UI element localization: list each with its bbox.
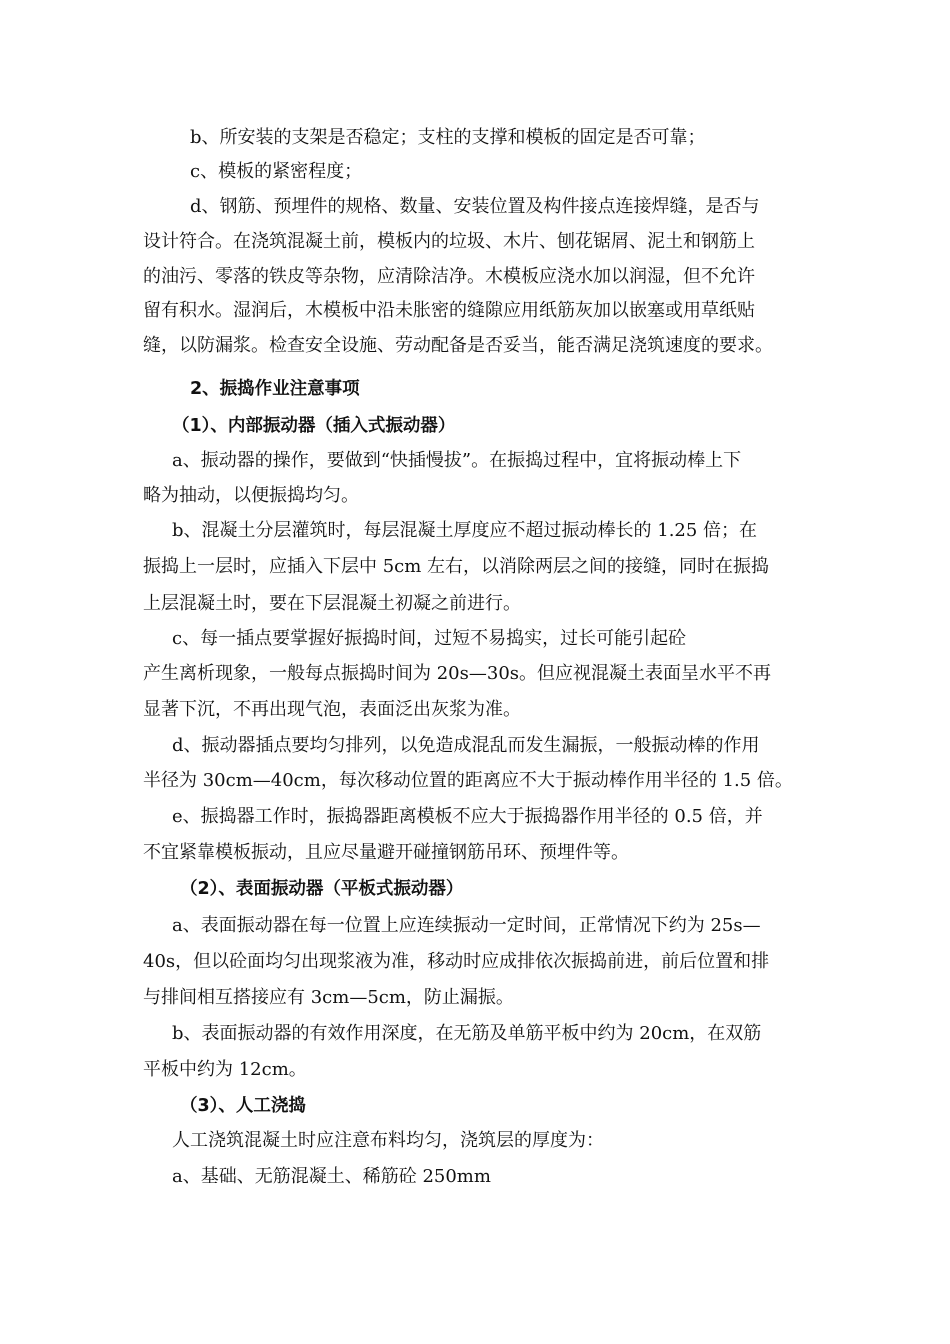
subsection-heading: （1）、内部振动器（插入式振动器）	[172, 416, 456, 436]
paragraph-line: 人工浇筑混凝土时应注意布料均匀，浇筑层的厚度为：	[172, 1130, 604, 1151]
paragraph-line: c、模板的紧密程度；	[190, 161, 363, 182]
paragraph-line: 设计符合。在浇筑混凝土前，模板内的垃圾、木片、刨花锯屑、泥土和钢筋上	[143, 231, 755, 252]
paragraph-line: 留有积水。湿润后，木模板中沿未胀密的缝隙应用纸筋灰加以嵌塞或用草纸贴	[143, 300, 755, 321]
paragraph-line: b、所安装的支架是否稳定；支柱的支撑和模板的固定是否可靠；	[190, 127, 706, 148]
section-heading: 2、振捣作业注意事项	[190, 379, 360, 399]
paragraph-line: 的油污、零落的铁皮等杂物，应清除洁净。木模板应浇水加以润湿，但不允许	[143, 266, 755, 287]
paragraph-line: 与排间相互搭接应有 3cm—5cm，防止漏振。	[143, 987, 514, 1008]
paragraph-line: b、表面振动器的有效作用深度，在无筋及单筋平板中约为 20cm，在双筋	[172, 1023, 762, 1044]
paragraph-line: 上层混凝土时，要在下层混凝土初凝之前进行。	[143, 593, 521, 614]
paragraph-line: 平板中约为 12cm。	[143, 1059, 307, 1080]
paragraph-line: 振捣上一层时，应插入下层中 5cm 左右，以消除两层之间的接缝，同时在振捣	[143, 556, 770, 577]
subsection-heading: （2）、表面振动器（平板式振动器）	[180, 879, 464, 899]
paragraph-line: 半径为 30cm—40cm，每次移动位置的距离应不大于振动棒作用半径的 1.5 倍。	[143, 770, 793, 791]
paragraph-line: 40s，但以砼面均匀出现浆液为准，移动时应成排依次振捣前进，前后位置和排	[143, 951, 770, 972]
paragraph-line: a、表面振动器在每一位置上应连续振动一定时间，正常情况下约为 25s—	[172, 915, 761, 936]
paragraph-line: 缝，以防漏浆。检查安全设施、劳动配备是否妥当，能否满足浇筑速度的要求。	[143, 335, 773, 356]
paragraph-line: d、振动器插点要均匀排列，以免造成混乱而发生漏振，一般振动棒的作用	[172, 735, 760, 756]
paragraph-line: d、钢筋、预埋件的规格、数量、安装位置及构件接点连接焊缝，是否与	[190, 196, 760, 217]
paragraph-line: b、混凝土分层灌筑时，每层混凝土厚度应不超过振动棒长的 1.25 倍；在	[172, 520, 758, 541]
subsection-heading: （3）、人工浇捣	[180, 1096, 306, 1116]
paragraph-line: a、振动器的操作，要做到“快插慢拔”。在振捣过程中，宜将振动棒上下	[172, 450, 742, 471]
paragraph-line: 显著下沉，不再出现气泡，表面泛出灰浆为准。	[143, 699, 521, 720]
paragraph-line: 不宜紧靠模板振动，且应尽量避开碰撞钢筋吊环、预埋件等。	[143, 842, 629, 863]
paragraph-line: c、每一插点要掌握好振捣时间，过短不易捣实，过长可能引起砼	[172, 628, 687, 649]
paragraph-line: e、振捣器工作时，振捣器距离模板不应大于振捣器作用半径的 0.5 倍，并	[172, 806, 763, 827]
paragraph-line: a、基础、无筋混凝土、稀筋砼 250mm	[172, 1166, 491, 1187]
paragraph-line: 略为抽动，以便振捣均匀。	[143, 485, 359, 506]
paragraph-line: 产生离析现象，一般每点振捣时间为 20s—30s。但应视混凝土表面呈水平不再	[143, 663, 772, 684]
